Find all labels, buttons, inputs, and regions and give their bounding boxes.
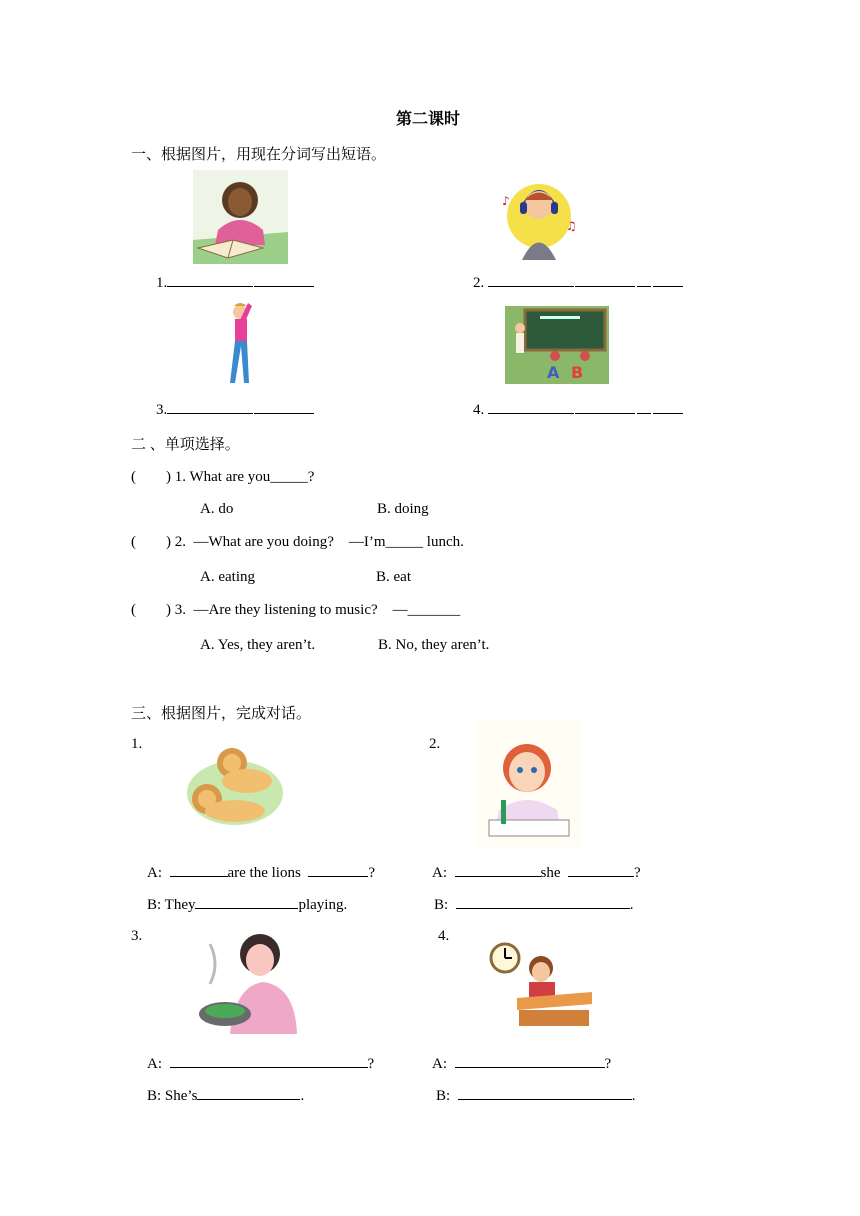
s3-num-2: 2.	[429, 736, 441, 752]
q2-row	[131, 534, 464, 551]
s1-num-4: 4.	[473, 402, 485, 418]
svg-text:♪: ♪	[502, 194, 510, 208]
q1-stem: 1. What are you_____?	[174, 469, 315, 485]
s1-answer-1[interactable]	[156, 274, 314, 292]
q3-option-a: A. Yes, they aren’t.	[200, 637, 316, 653]
q1-paren[interactable]: ( )	[131, 469, 171, 485]
s3-2-b[interactable]: B: .	[434, 897, 634, 913]
girl-writing-image	[477, 720, 581, 847]
q1-option-a: A. do	[200, 501, 234, 517]
s3-num-4: 4.	[438, 928, 450, 944]
girl-exercising-image	[222, 298, 272, 390]
classroom-image	[505, 306, 609, 384]
q1-option-b: B. doing	[377, 501, 429, 517]
q3-option-b: B. No, they aren’t.	[378, 637, 490, 653]
section1-heading: 一、根据图片，用现在分词写出短语。	[131, 147, 387, 163]
q2-paren[interactable]: ( )	[131, 534, 171, 550]
s3-1-a[interactable]: A: are the lions ?	[147, 865, 375, 881]
q2-option-b: B. eat	[376, 569, 411, 585]
s1-num-2: 2.	[473, 275, 485, 291]
q2-option-a: A. eating	[200, 569, 255, 585]
boy-headphones-image	[494, 170, 584, 262]
lions-image	[177, 733, 296, 837]
s1-answer-2[interactable]	[473, 274, 683, 292]
s3-2-a[interactable]: A: she ?	[432, 865, 641, 881]
page-title: 第二课时	[396, 111, 461, 128]
s1-num-1: 1.	[156, 275, 168, 291]
s3-3-b[interactable]: B: She’s .	[147, 1088, 305, 1104]
s3-4-a[interactable]: A: ?	[432, 1056, 612, 1072]
s3-1-b[interactable]: B: They playing.	[147, 897, 348, 913]
boy-desk-clock-image	[487, 938, 596, 1028]
s3-num-3: 3.	[131, 928, 143, 944]
svg-text:♫: ♫	[566, 219, 577, 233]
boy-reading-image	[193, 170, 288, 264]
q1-row	[131, 469, 314, 486]
q3-paren[interactable]: ( )	[131, 602, 171, 618]
svg-text:B: B	[571, 363, 584, 382]
q3-row	[131, 602, 460, 619]
s1-answer-4[interactable]	[473, 401, 683, 419]
s1-num-3: 3.	[156, 402, 168, 418]
s3-4-b[interactable]: B: .	[436, 1088, 636, 1104]
q2-stem: 2. —What are you doing? —I’m_____ lunch.	[174, 534, 464, 550]
svg-text:A: A	[547, 363, 560, 382]
section2-heading: 二 、单项选择。	[131, 437, 240, 453]
section3-heading: 三、根据图片，完成对话。	[131, 706, 312, 722]
s3-num-1: 1.	[131, 736, 143, 752]
s3-3-a[interactable]: A: ?	[147, 1056, 375, 1072]
s1-answer-3[interactable]	[156, 401, 314, 419]
woman-cooking-image	[185, 924, 303, 1036]
q3-stem: 3. —Are they listening to music? —_______	[174, 602, 461, 618]
